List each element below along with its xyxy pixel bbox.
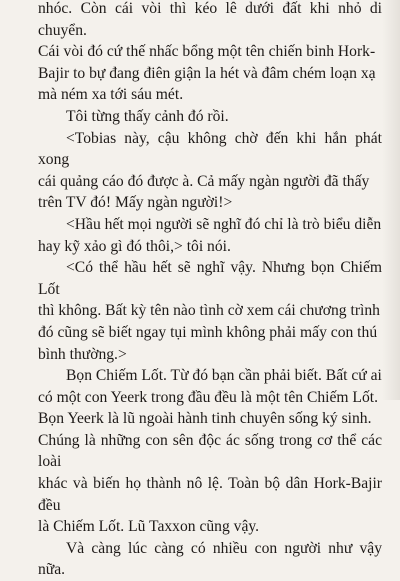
page-text (38, 0, 382, 581)
page-edge-shadow (382, 0, 400, 400)
paragraph: <Hầu hết mọi người sẽ nghĩ đó chỉ là trò biểu diễn hay kỹ xảo gì đó thôi,> tôi nói. (38, 215, 382, 255)
paragraph: <Có thể hầu hết sẽ nghĩ vậy. Nhưng bọn Chiếm Lốt thì không. Bất kỳ tên nào tình cờ xem cái chương trình đó cũng sẽ biết ngay tụi mình không phải mấy con thú bình thường.> (38, 259, 382, 363)
paragraph: <Tobias này, cậu không chờ đến khi hắn phát xong cái quảng cáo đó được à. Cả mấy ngàn người đã thấy trên TV đó! Mấy ngàn người!> (38, 129, 382, 212)
paragraph-continued: nhóc. Còn cái vòi thì kéo lê dưới đất khi nhỏ di chuyển. Cái vòi đó cứ thế nhấc bổng một tên chiến binh Hork- Bajir to bự đang điên giận la hét và đâm chém loạn xạ mà ném xa tới sáu mét. (38, 0, 382, 104)
paragraph: Tôi từng thấy cảnh đó rồi. (66, 107, 229, 125)
paragraph: Bọn Chiếm Lốt. Từ đó bạn cần phải biết. Bất cứ ai có một con Yeerk trong đầu đều là một tên Chiếm Lốt. Bọn Yeerk là lũ ngoài hành tinh chuyên sống ký sinh. Chúng là những con sên độc ác sống trong cơ thể các loài khác và biến họ thành nô lệ. Toàn bộ dân Hork-Bajir đều là Chiếm Lốt. Lũ Taxxon cũng vậy. (38, 367, 382, 536)
paragraph: Và càng lúc càng có nhiều con người như vậy nữa. (38, 539, 382, 579)
